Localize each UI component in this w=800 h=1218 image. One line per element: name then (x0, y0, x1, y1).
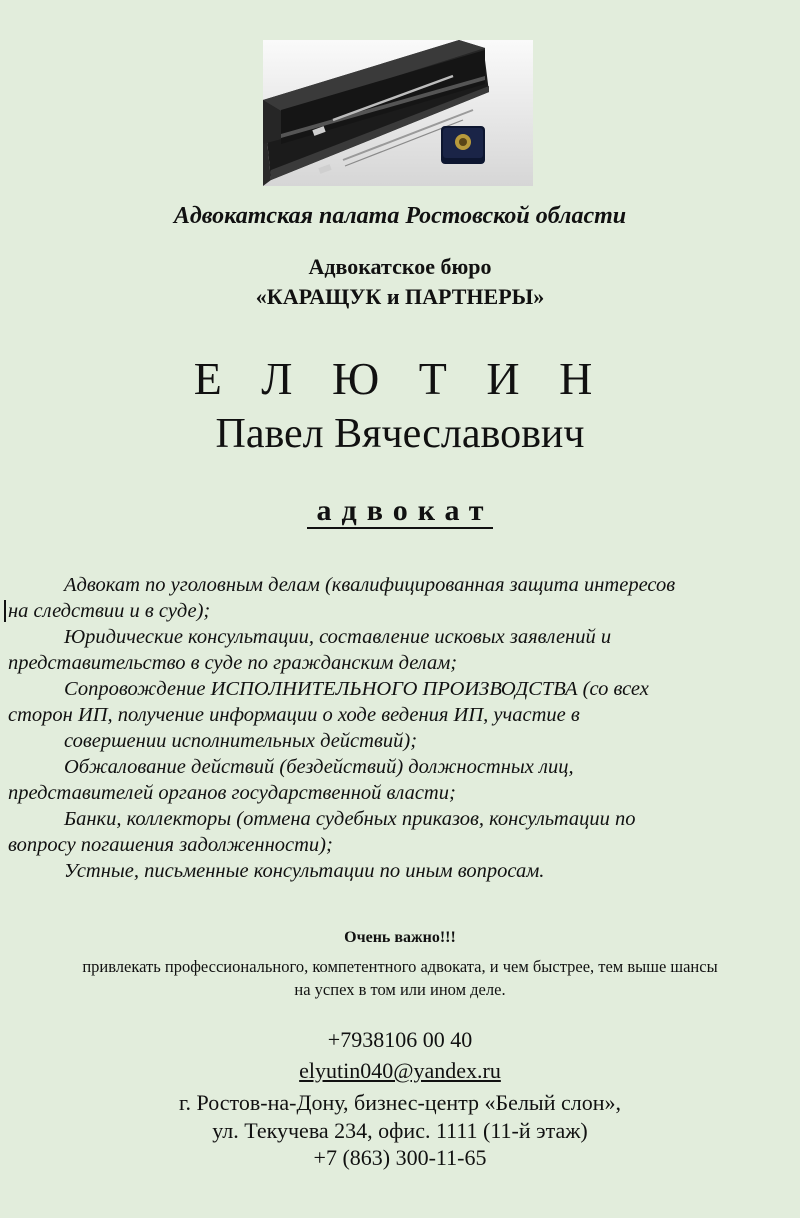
lawyer-surname: Е Л Ю Т И Н (193, 353, 607, 404)
service-line: Юридические консультации, составление исковых заявлений и (64, 626, 612, 648)
service-line: Адвокат по уголовным делам (квалифицированная защита интересов (64, 574, 676, 596)
service-line: представительство в суде по гражданским делам; (8, 652, 458, 674)
mobile-phone: +7938106 00 40 (327, 1027, 473, 1052)
service-line: сторон ИП, получение информации о ходе ведения ИП, участие в (8, 704, 580, 726)
service-line: Банки, коллекторы (отмена судебных приказов, консультации по (64, 808, 636, 830)
important-note-line: на успех в том или ином деле. (294, 980, 506, 999)
bureau-label: Адвокатское бюро (308, 254, 492, 279)
service-line: вопросу погашения задолженности); (8, 834, 333, 856)
title-container (0, 495, 800, 529)
important-note (0, 955, 800, 1001)
text-cursor (4, 600, 6, 622)
service-line: Сопровождение ИСПОЛНИТЕЛЬНОГО ПРОИЗВОДСТВА (со всех (64, 678, 649, 700)
service-line: на следствии и в суде); (8, 600, 211, 622)
services-list (8, 572, 798, 884)
address-line-2: ул. Текучева 234, офис. 1111 (11-й этаж) (212, 1118, 588, 1143)
bureau-name: «КАРАЩУК и ПАРТНЕРЫ» (255, 284, 545, 309)
email-link[interactable]: elyutin040@yandex.ru (299, 1058, 501, 1083)
service-line: Обжалование действий (бездействий) должностных лиц, (64, 756, 574, 778)
service-line: Устные, письменные консультации по иным вопросам. (64, 860, 545, 882)
lawyer-title: адвокат (307, 495, 494, 529)
office-phone: +7 (863) 300-11-65 (313, 1145, 487, 1170)
bar-chamber-heading: Адвокатская палата Ростовской области (173, 203, 627, 229)
service-line: представителей органов государственной власти; (8, 782, 456, 804)
lawyer-name: Павел Вячеславович (215, 411, 585, 457)
books-illustration (263, 40, 533, 186)
service-line: совершении исполнительных действий); (64, 730, 418, 752)
address-line-1: г. Ростов-на-Дону, бизнес-центр «Белый слон», (179, 1090, 621, 1115)
important-heading: Очень важно!!! (344, 929, 456, 946)
important-note-line: привлекать профессионального, компетентного адвоката, и чем быстрее, тем выше шансы (82, 957, 718, 976)
email-container (0, 1058, 800, 1084)
books-and-badge-photo (263, 40, 533, 186)
